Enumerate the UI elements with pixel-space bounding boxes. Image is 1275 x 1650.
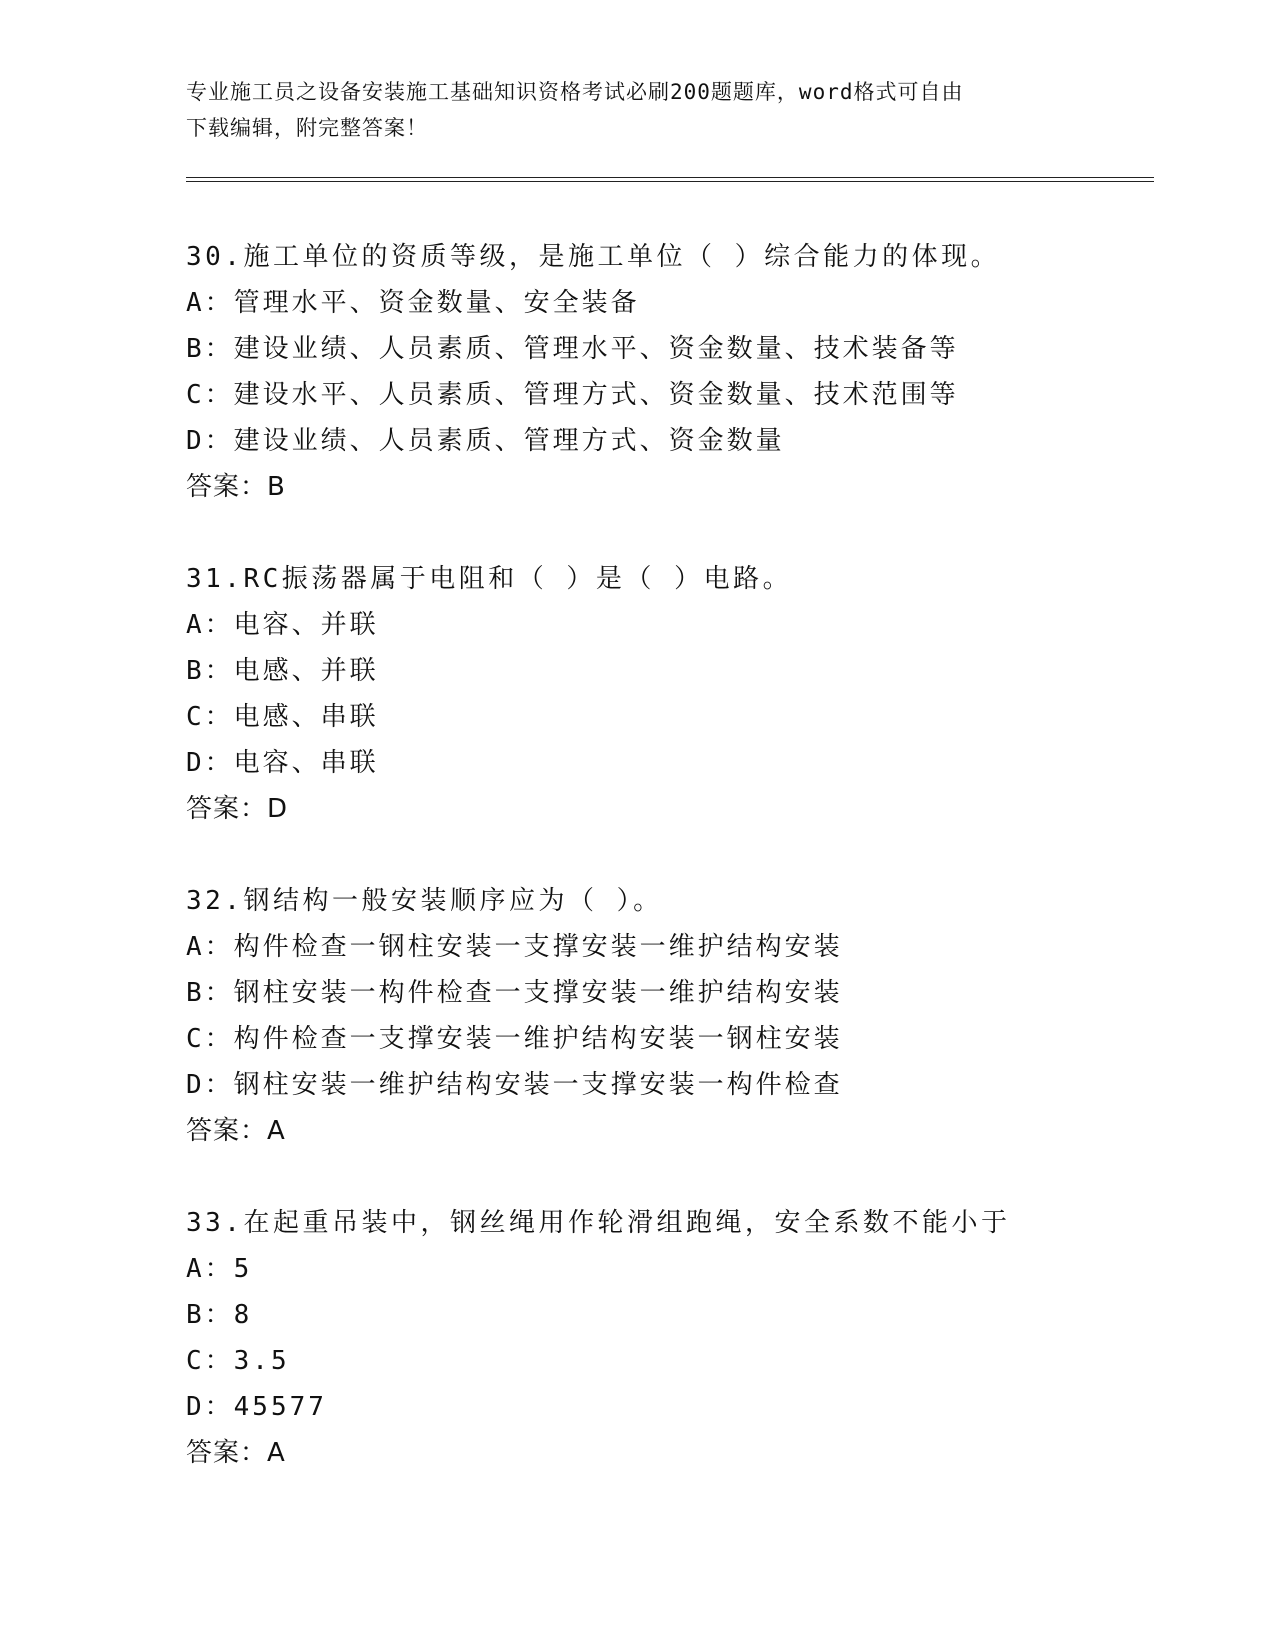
option-d: D：钢柱安装一维护结构安装一支撑安装一构件检查 [186,1070,843,1100]
answer-line: 答案：A [186,1116,286,1146]
question-33 [186,1200,1146,1476]
option-b: B：钢柱安装一构件检查一支撑安装一维护结构安装 [186,978,843,1008]
answer-line: 答案：A [186,1438,286,1468]
answer-line: 答案：D [186,794,289,824]
question-stem: 30.施工单位的资质等级，是施工单位（ ）综合能力的体现。 [186,242,1001,272]
header-divider-top [186,177,1154,178]
option-a: A：5 [186,1254,253,1284]
option-c: C：电感、串联 [186,702,379,732]
question-30 [186,234,1146,510]
document-header [186,74,1086,146]
option-d: D：电容、串联 [186,748,379,778]
question-stem: 31.RC振荡器属于电阻和（ ）是（ ）电路。 [186,564,793,594]
question-stem: 33.在起重吊装中，钢丝绳用作轮滑组跑绳，安全系数不能小于 [186,1208,1011,1238]
answer-line: 答案：B [186,472,286,502]
option-c: C：3.5 [186,1346,290,1376]
option-c: C：建设水平、人员素质、管理方式、资金数量、技术范围等 [186,380,959,410]
question-31 [186,556,1146,832]
header-divider-bottom [186,181,1154,182]
option-d: D：45577 [186,1392,327,1422]
option-a: A：构件检查一钢柱安装一支撑安装一维护结构安装 [186,932,843,962]
option-a: A：电容、并联 [186,610,379,640]
header-line-2: 下载编辑，附完整答案！ [186,116,428,140]
option-b: B：电感、并联 [186,656,379,686]
header-line-1: 专业施工员之设备安装施工基础知识资格考试必刷200题题库，word格式可自由 [186,80,964,104]
question-32 [186,878,1146,1154]
question-stem: 32.钢结构一般安装顺序应为（ ）。 [186,886,663,916]
option-d: D：建设业绩、人员素质、管理方式、资金数量 [186,426,785,456]
option-c: C：构件检查一支撑安装一维护结构安装一钢柱安装 [186,1024,843,1054]
option-b: B：建设业绩、人员素质、管理水平、资金数量、技术装备等 [186,334,959,364]
option-a: A：管理水平、资金数量、安全装备 [186,288,640,318]
option-b: B：8 [186,1300,253,1330]
